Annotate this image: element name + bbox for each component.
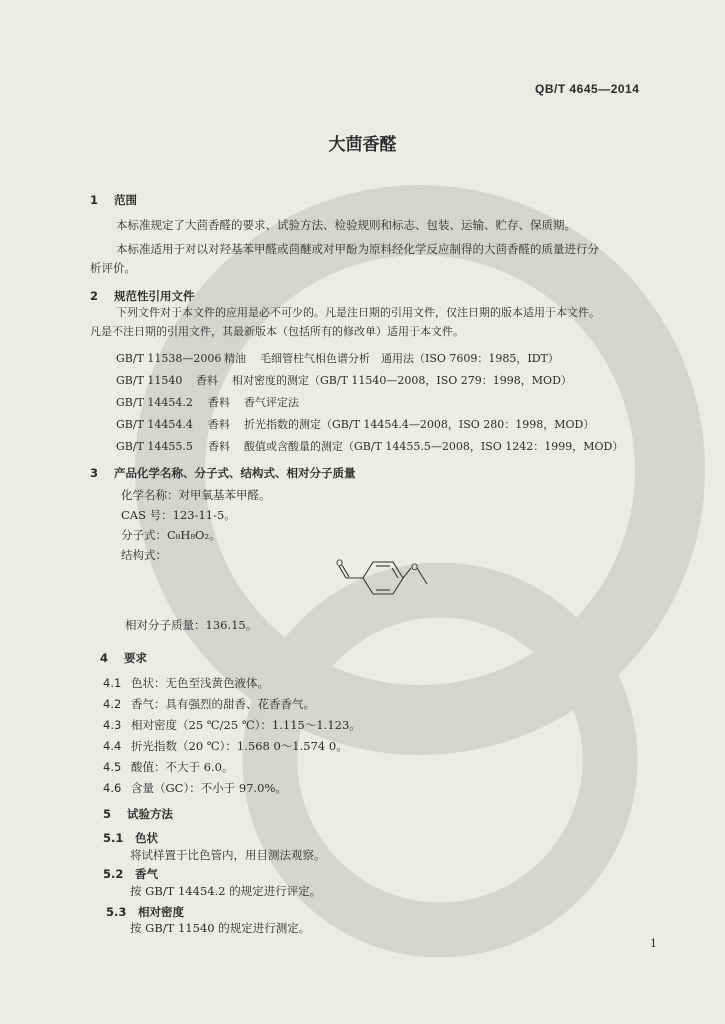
requirement-text: 含量（GC）：不小于 97.0%。 [131, 781, 287, 795]
reference-desc: 相对密度的测定（GB/T 11540—2008，ISO 279：1998，MOD） [232, 374, 572, 387]
reference-item [116, 416, 594, 432]
reference-name: 香料 [208, 440, 230, 453]
scope-paragraph-2-cont: 析评价。 [90, 261, 136, 275]
reference-desc: 酸值或含酸量的测定（GB/T 14455.5—2008，ISO 1242：1999，MOD） [244, 440, 624, 453]
reference-code: GB/T 14454.4 [116, 418, 193, 431]
reference-item [116, 438, 623, 454]
section-number: 4 [100, 651, 109, 665]
section-number: 5 [103, 807, 112, 821]
section-number: 1 [90, 193, 99, 207]
requirement-item [103, 717, 361, 733]
requirement-item [103, 675, 269, 691]
reference-code: GB/T 14455.5 [116, 440, 193, 453]
requirement-text: 色状：无色至浅黄色液体。 [131, 676, 269, 690]
requirement-item [103, 759, 233, 775]
reference-item [116, 394, 299, 410]
section-number: 2 [90, 289, 99, 303]
subsection-5-3-heading [106, 904, 184, 920]
subsection-5-1-text: 将试样置于比色管内，用目测法观察。 [130, 848, 326, 862]
subsection-5-2-text: 按 GB/T 14454.2 的规定进行评定。 [130, 884, 322, 898]
subsection-number: 5.2 [103, 867, 124, 881]
subsection-5-3-text: 按 GB/T 11540 的规定进行测定。 [130, 921, 311, 935]
standard-code: QB/T 4645—2014 [535, 82, 640, 96]
structure-label: 结构式： [121, 548, 167, 562]
subsection-number: 5.1 [103, 831, 124, 845]
document-title: 大茴香醛 [328, 135, 397, 155]
molecular-formula: 分子式：C₈H₈O₂。 [121, 528, 221, 542]
requirement-text: 香气：具有强烈的甜香、花香香气。 [131, 697, 315, 711]
subsection-title: 香气 [135, 867, 158, 881]
clause-number: 4.1 [103, 676, 122, 690]
section-2-heading [90, 288, 195, 304]
section-title: 要求 [124, 651, 147, 665]
svg-text:O: O [336, 559, 344, 569]
scope-paragraph-2: 本标准适用于对以对羟基苯甲醛或茴醚或对甲酚为原料经化学反应制得的大茴香醛的质量进行分 [116, 242, 599, 256]
page-number: 1 [650, 937, 657, 950]
reference-name: 精油 [224, 352, 246, 365]
reference-code: GB/T 11538—2006 [116, 352, 222, 365]
references-intro: 下列文件对于本文件的应用是必不可少的。凡是注日期的引用文件，仅注日期的版本适用于本文件。 [116, 306, 600, 319]
structural-formula-diagram [335, 558, 435, 608]
subsection-title: 相对密度 [138, 905, 184, 919]
reference-name: 香料 [208, 396, 230, 409]
section-4-heading [100, 650, 147, 666]
requirement-item [103, 696, 315, 712]
reference-name: 香料 [196, 374, 218, 387]
section-title: 产品化学名称、分子式、结构式、相对分子质量 [114, 466, 356, 480]
scope-paragraph-1: 本标准规定了大茴香醛的要求、试验方法、检验规则和标志、包装、运输、贮存、保质期。 [116, 218, 576, 232]
section-5-heading [103, 806, 173, 822]
reference-name: 香料 [208, 418, 230, 431]
chemical-name: 化学名称：对甲氧基苯甲醛。 [121, 488, 271, 502]
clause-number: 4.3 [103, 718, 122, 732]
clause-number: 4.6 [103, 781, 122, 795]
subsection-number: 5.3 [106, 905, 127, 919]
reference-code: GB/T 11540 [116, 374, 183, 387]
svg-text:O: O [411, 563, 419, 573]
reference-desc: 折光指数的测定（GB/T 14454.4—2008，ISO 280：1998，MOD） [244, 418, 595, 431]
requirement-text: 酸值：不大于 6.0。 [131, 760, 234, 774]
reference-item [116, 350, 559, 366]
requirement-item [103, 738, 348, 754]
clause-number: 4.4 [103, 739, 122, 753]
section-title: 规范性引用文件 [114, 289, 195, 303]
clause-number: 4.2 [103, 697, 122, 711]
reference-code: GB/T 14454.2 [116, 396, 193, 409]
section-number: 3 [90, 466, 99, 480]
subsection-title: 色状 [135, 831, 158, 845]
section-title: 试验方法 [127, 807, 173, 821]
section-1-heading [90, 192, 137, 208]
section-3-heading [90, 465, 356, 481]
cas-number: CAS 号：123-11-5。 [121, 508, 236, 522]
reference-desc: 毛细管柱气相色谱分析 通用法（ISO 7609：1985，IDT） [260, 352, 559, 365]
molecular-weight: 相对分子质量：136.15。 [125, 618, 258, 632]
section-title: 范围 [114, 193, 137, 207]
reference-desc: 香气评定法 [244, 396, 299, 409]
references-intro-cont: 凡是不注日期的引用文件，其最新版本（包括所有的修改单）适用于本文件。 [90, 325, 464, 338]
clause-number: 4.5 [103, 760, 122, 774]
reference-item [116, 372, 572, 388]
subsection-5-2-heading [103, 866, 158, 882]
requirement-item [103, 780, 287, 796]
requirement-text: 折光指数（20 ℃）：1.568 0～1.574 0。 [131, 739, 348, 753]
requirement-text: 相对密度（25 ℃/25 ℃）：1.115～1.123。 [131, 718, 361, 732]
subsection-5-1-heading [103, 830, 158, 846]
